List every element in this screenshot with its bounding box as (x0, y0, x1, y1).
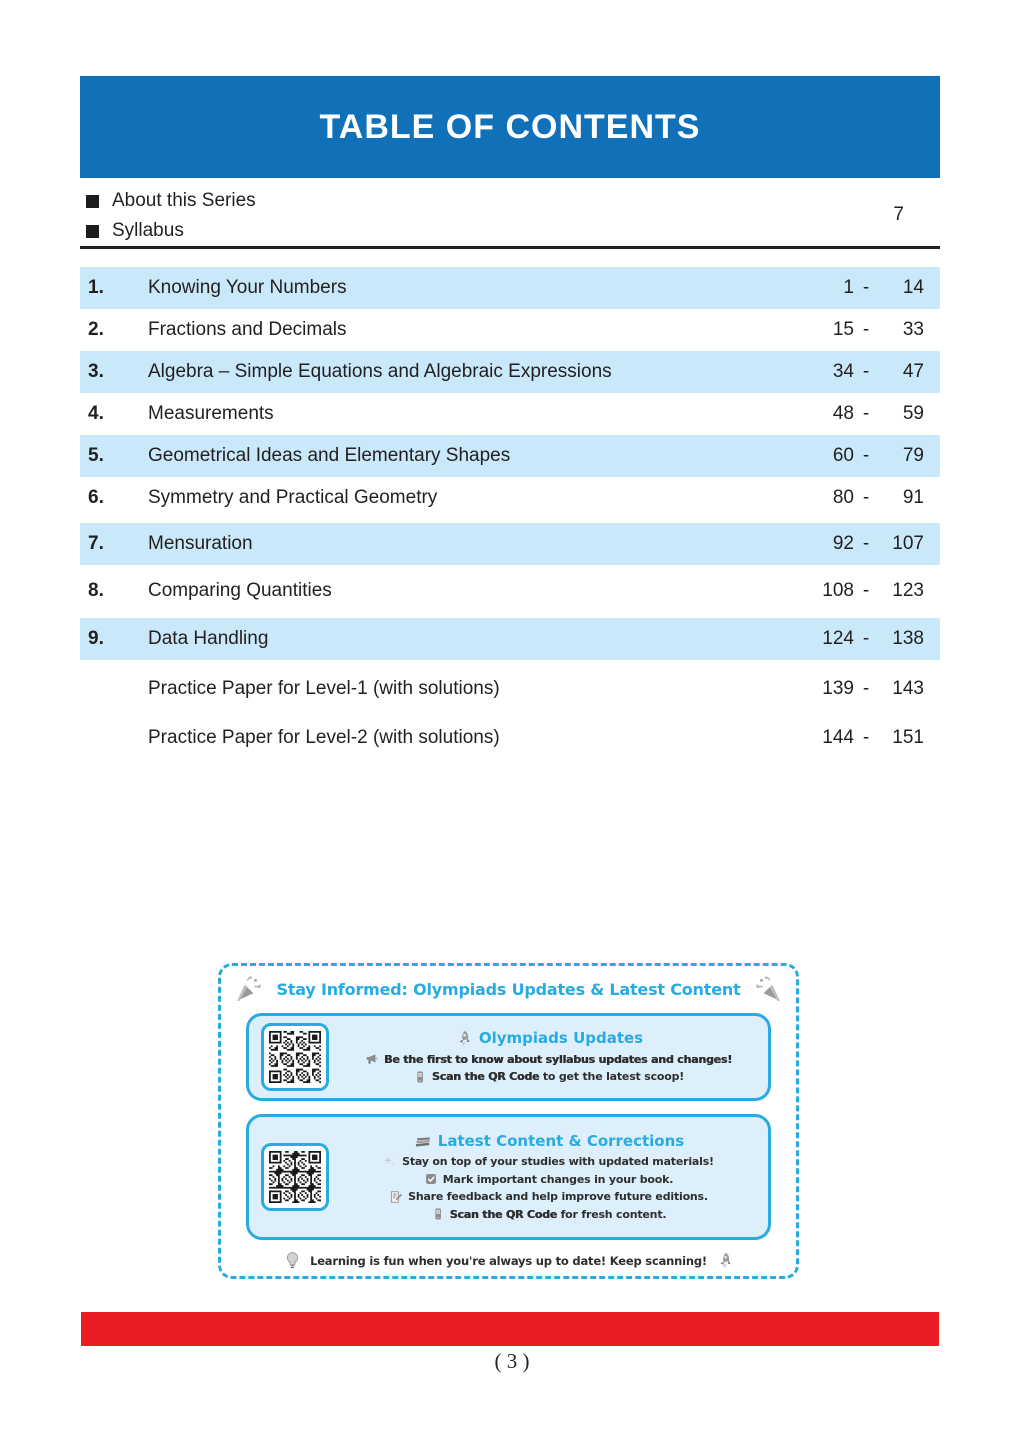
page-start: 80 (832, 487, 854, 508)
chapter-number: 9. (88, 628, 104, 649)
chapter-number: 7. (88, 533, 104, 554)
bullet-column (88, 678, 148, 700)
chapter-number: 2. (88, 319, 104, 340)
card-content (341, 1029, 756, 1086)
page-start: 144 (822, 727, 854, 748)
front-matter-label: Syllabus (112, 220, 184, 241)
chapter-title: Fractions and Decimals (148, 319, 347, 340)
page-start: 15 (832, 319, 854, 340)
page-range (808, 445, 924, 467)
page-end: 59 (902, 403, 924, 424)
divider (80, 246, 940, 249)
table-row (80, 717, 940, 759)
page-dash: - (862, 727, 870, 748)
card-heading: Latest Content & Corrections (437, 1131, 685, 1150)
page-end: 138 (892, 628, 924, 649)
card-heading: Olympiads Updates (478, 1029, 644, 1047)
page-number: ( 3 ) (494, 1349, 530, 1373)
page-start: 48 (832, 403, 854, 424)
page-dash: - (862, 361, 870, 382)
page-dash: - (862, 277, 870, 298)
chapter-number: 8. (88, 580, 104, 601)
chapter-number: 1. (88, 277, 104, 298)
page-end: 47 (902, 361, 924, 382)
page-range (808, 727, 924, 749)
sparkles-icon (383, 1155, 397, 1169)
olympiads-updates-card (246, 1013, 771, 1101)
page-start: 139 (822, 678, 854, 699)
card-line-text: for fresh content. (556, 1207, 667, 1221)
page-end: 14 (902, 277, 924, 298)
page-range (808, 487, 924, 509)
table-row (80, 309, 940, 351)
page-range (808, 361, 924, 383)
card-line (341, 1051, 756, 1069)
footer-red-bar (81, 1312, 939, 1346)
list-item (80, 216, 940, 246)
page-start: 108 (822, 580, 854, 601)
page-start: 60 (832, 445, 854, 466)
latest-content-card (246, 1114, 771, 1240)
rocket-icon (454, 1029, 473, 1048)
stay-informed-title: Stay Informed: Olympiads Updates & Latest Content (276, 979, 741, 999)
card-line (341, 1206, 756, 1224)
stay-informed-footer (221, 1251, 796, 1270)
table-row (80, 351, 940, 393)
stay-informed-title-row (233, 974, 784, 1004)
stay-informed-footer-text: Learning is fun when you're always up to date! Keep scanning! (310, 1253, 707, 1268)
front-matter-section (80, 186, 940, 244)
square-bullet-icon (86, 195, 99, 208)
card-content (341, 1131, 756, 1223)
party-popper-icon (233, 974, 263, 1004)
table-row (80, 267, 940, 309)
memo-icon (389, 1190, 403, 1204)
practice-paper-list (80, 668, 940, 759)
front-matter-page-ref: 7 (893, 204, 904, 225)
chapter-number: 3. (88, 361, 104, 382)
table-row (80, 618, 940, 660)
chapter-title: Mensuration (148, 533, 253, 554)
books-icon (413, 1131, 432, 1150)
page-end: 79 (902, 445, 924, 466)
toc-header-banner (80, 76, 940, 178)
practice-paper-title: Practice Paper for Level-1 (with solutions) (148, 678, 500, 699)
page-range (808, 628, 924, 650)
qr-code-frame (261, 1023, 329, 1091)
page-title: TABLE OF CONTENTS (319, 107, 701, 146)
light-bulb-icon (283, 1251, 302, 1270)
page-dash: - (862, 319, 870, 340)
card-line (341, 1188, 756, 1206)
chapter-title: Data Handling (148, 628, 269, 649)
checkbox-icon (424, 1172, 438, 1186)
page-dash: - (862, 580, 870, 601)
page-end: 143 (892, 678, 924, 699)
page-start: 92 (832, 533, 854, 554)
table-row (80, 477, 940, 519)
page-end: 91 (902, 487, 924, 508)
bullet-column (88, 727, 148, 749)
qr-code (269, 1031, 321, 1083)
card-line (341, 1068, 756, 1086)
qr-code-frame (261, 1143, 329, 1211)
page-start: 34 (832, 361, 854, 382)
page-range (808, 678, 924, 700)
page-range (808, 403, 924, 425)
table-row (80, 435, 940, 477)
chapter-list (80, 267, 940, 759)
page-end: 33 (902, 319, 924, 340)
chapter-title: Symmetry and Practical Geometry (148, 487, 438, 508)
chapter-number: 4. (88, 403, 104, 424)
page-dash: - (862, 445, 870, 466)
table-row (80, 668, 940, 710)
list-item (80, 186, 940, 216)
megaphone-icon (365, 1052, 379, 1066)
page-end: 123 (892, 580, 924, 601)
card-line-text: Stay on top of your studies with updated materials! (402, 1155, 714, 1168)
chapter-title: Measurements (148, 403, 274, 424)
front-matter-label: About this Series (112, 190, 256, 211)
page-start: 1 (843, 277, 854, 298)
page-range (808, 319, 924, 341)
chapter-title: Knowing Your Numbers (148, 277, 347, 298)
page-dash: - (862, 678, 870, 699)
phone-qr-icon (413, 1070, 427, 1084)
practice-paper-title: Practice Paper for Level-2 (with solutions) (148, 727, 500, 748)
table-row (80, 393, 940, 435)
page-range (808, 533, 924, 555)
chapter-number: 6. (88, 487, 104, 508)
card-line-text: Mark important changes in your book. (442, 1172, 674, 1186)
party-popper-icon (754, 974, 784, 1004)
card-heading-row (341, 1029, 756, 1048)
card-line-bold: Scan the QR Code (449, 1207, 557, 1221)
page-dash: - (862, 403, 870, 424)
chapter-number: 5. (88, 445, 104, 466)
table-row (80, 570, 940, 612)
page-range (808, 580, 924, 602)
card-line-text: to get the latest scoop! (539, 1070, 685, 1083)
page-end: 107 (892, 533, 924, 554)
card-line-bold: Be the first to know about syllabus updates and changes! (384, 1052, 732, 1066)
page-start: 124 (822, 628, 854, 649)
page-dash: - (862, 628, 870, 649)
stay-informed-box (218, 963, 799, 1279)
page-range (808, 277, 924, 299)
chapter-title: Algebra – Simple Equations and Algebraic Expressions (148, 361, 612, 382)
table-row (80, 523, 940, 565)
card-line-text: Share feedback and help improve future editions. (408, 1190, 708, 1203)
card-heading-row (341, 1131, 756, 1150)
page-dash: - (862, 487, 870, 508)
phone-qr-icon (431, 1207, 445, 1221)
page-end: 151 (892, 727, 924, 748)
card-line (341, 1171, 756, 1189)
chapter-title: Comparing Quantities (148, 580, 332, 601)
square-bullet-icon (86, 225, 99, 238)
qr-code (269, 1151, 321, 1203)
rocket-icon (715, 1251, 734, 1270)
chapter-title: Geometrical Ideas and Elementary Shapes (148, 445, 511, 466)
page-dash: - (862, 533, 870, 554)
card-line-bold: Scan the QR Code (431, 1070, 540, 1083)
card-line (341, 1153, 756, 1171)
